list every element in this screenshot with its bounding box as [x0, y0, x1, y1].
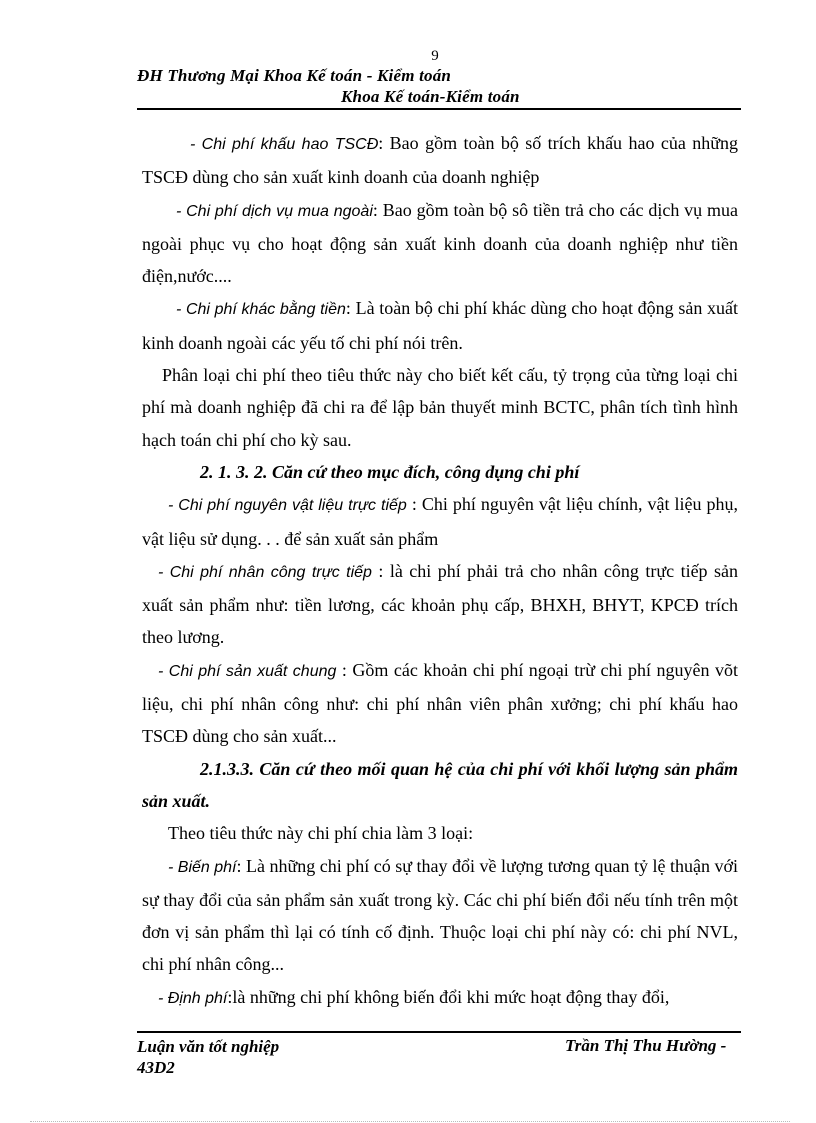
text-variable-costs: : Là những chi phí có sự thay đổi về lượng tương quan tỷ lệ thuận với sự thay đổi của sản phẩm sản xuất trong kỳ. Các chi phí biến đổi nếu tính trên một đơn vị sản phẩm thì lại có tính cố định. Thuộc loại chi phí này có: chi phí NVL, chi phí nhân công...	[142, 855, 738, 975]
footer-author: Trần Thị Thu Hường -	[565, 1036, 727, 1055]
footer-left	[137, 1036, 279, 1078]
footer-class-code: 43D2	[137, 1058, 175, 1077]
term-variable-costs: - Biến phí	[168, 858, 237, 876]
header-line-2: Khoa Kế toán-Kiểm toán	[341, 87, 520, 106]
text-overhead: : Gồm các khoản chi phí ngoại trừ chi phí nguyên võt liệu, chi phí nhân công như: chi phí nhân viên phân xưởng; chi phí khấu hao TSCĐ dùng cho sản xuất...	[142, 659, 739, 747]
paragraph-direct-labor	[142, 555, 738, 654]
paragraph-outsourced-services	[142, 194, 738, 293]
document-body	[142, 127, 738, 1015]
text-direct-materials: : Chi phí nguyên vật liệu chính, vật liệu phụ, vật liệu sử dụng. . . để sản xuất sản phẩm	[142, 494, 738, 549]
page-bottom-dotted-border	[30, 1121, 790, 1122]
term-depreciation: - Chi phí khấu hao TSCĐ	[190, 136, 379, 153]
text-other-cash-costs: : Là toàn bộ chi phí khác dùng cho hoạt động sản xuất kinh doanh ngoài các yếu tố chi phí nói trên.	[142, 298, 738, 353]
header-line-1: ĐH Thương Mại Khoa Kế toán - Kiểm toán	[137, 66, 452, 85]
paragraph-direct-materials	[142, 488, 738, 555]
footer-thesis-label: Luận văn tốt nghiệp	[137, 1037, 280, 1056]
text-fixed-costs: :là những chi phí không biến đổi khi mức hoạt động thay đổi,	[227, 986, 670, 1007]
section-heading-2133: 2.1.3.3. Căn cứ theo mối quan hệ của chi phí với khối lượng sản phẩm sản xuất.	[142, 758, 738, 811]
paragraph-fixed-costs	[142, 981, 738, 1015]
paragraph-depreciation	[142, 127, 738, 194]
paragraph-other-cash-costs	[142, 292, 738, 359]
text-outsourced-services: : Bao gồm toàn bộ sô tiền trả cho các dịch vụ mua ngoài phục vụ cho hoạt động sản xuất kinh doanh của doanh nghiệp như tiền điện,nước....	[142, 199, 739, 287]
paragraph-three-types: Theo tiêu thức này chi phí chia làm 3 loại:	[168, 823, 474, 844]
section-heading-2132: 2. 1. 3. 2. Căn cứ theo mục đích, công dụng chi phí	[200, 461, 580, 482]
term-other-cash-costs: - Chi phí khác bằng tiền	[176, 301, 346, 319]
paragraph-overhead	[142, 654, 738, 753]
text-direct-labor: : là chi phí phải trả cho nhân công trực tiếp sản xuất sản phẩm như: tiền lương, các khoản phụ cấp, BHXH, BHYT, KPCĐ trích theo lương.	[142, 560, 738, 648]
paragraph-variable-costs	[142, 850, 738, 981]
header-rule	[137, 108, 741, 110]
term-direct-labor: - Chi phí nhân công trực tiếp	[158, 563, 372, 581]
term-overhead: - Chi phí sản xuất chung	[158, 662, 337, 680]
text-depreciation: : Bao gồm toàn bộ số trích khấu hao của những TSCĐ dùng cho sản xuất kinh doanh của doanh nghiệp	[142, 133, 738, 188]
term-outsourced-services: - Chi phí dịch vụ mua ngoài	[176, 202, 373, 220]
page-number: 9	[431, 48, 439, 64]
term-direct-materials: - Chi phí nguyên vật liệu trực tiếp	[168, 497, 407, 515]
paragraph-classification-summary: Phân loại chi phí theo tiêu thức này cho biết kết cấu, tỷ trọng của từng loại chi phí mà doanh nghiệp đã chi ra để lập bản thuyết minh BCTC, phân tích tình hình hạch toán chi phí cho kỳ sau.	[142, 365, 738, 450]
term-fixed-costs: - Định phí	[158, 989, 228, 1007]
footer-rule	[137, 1031, 741, 1033]
